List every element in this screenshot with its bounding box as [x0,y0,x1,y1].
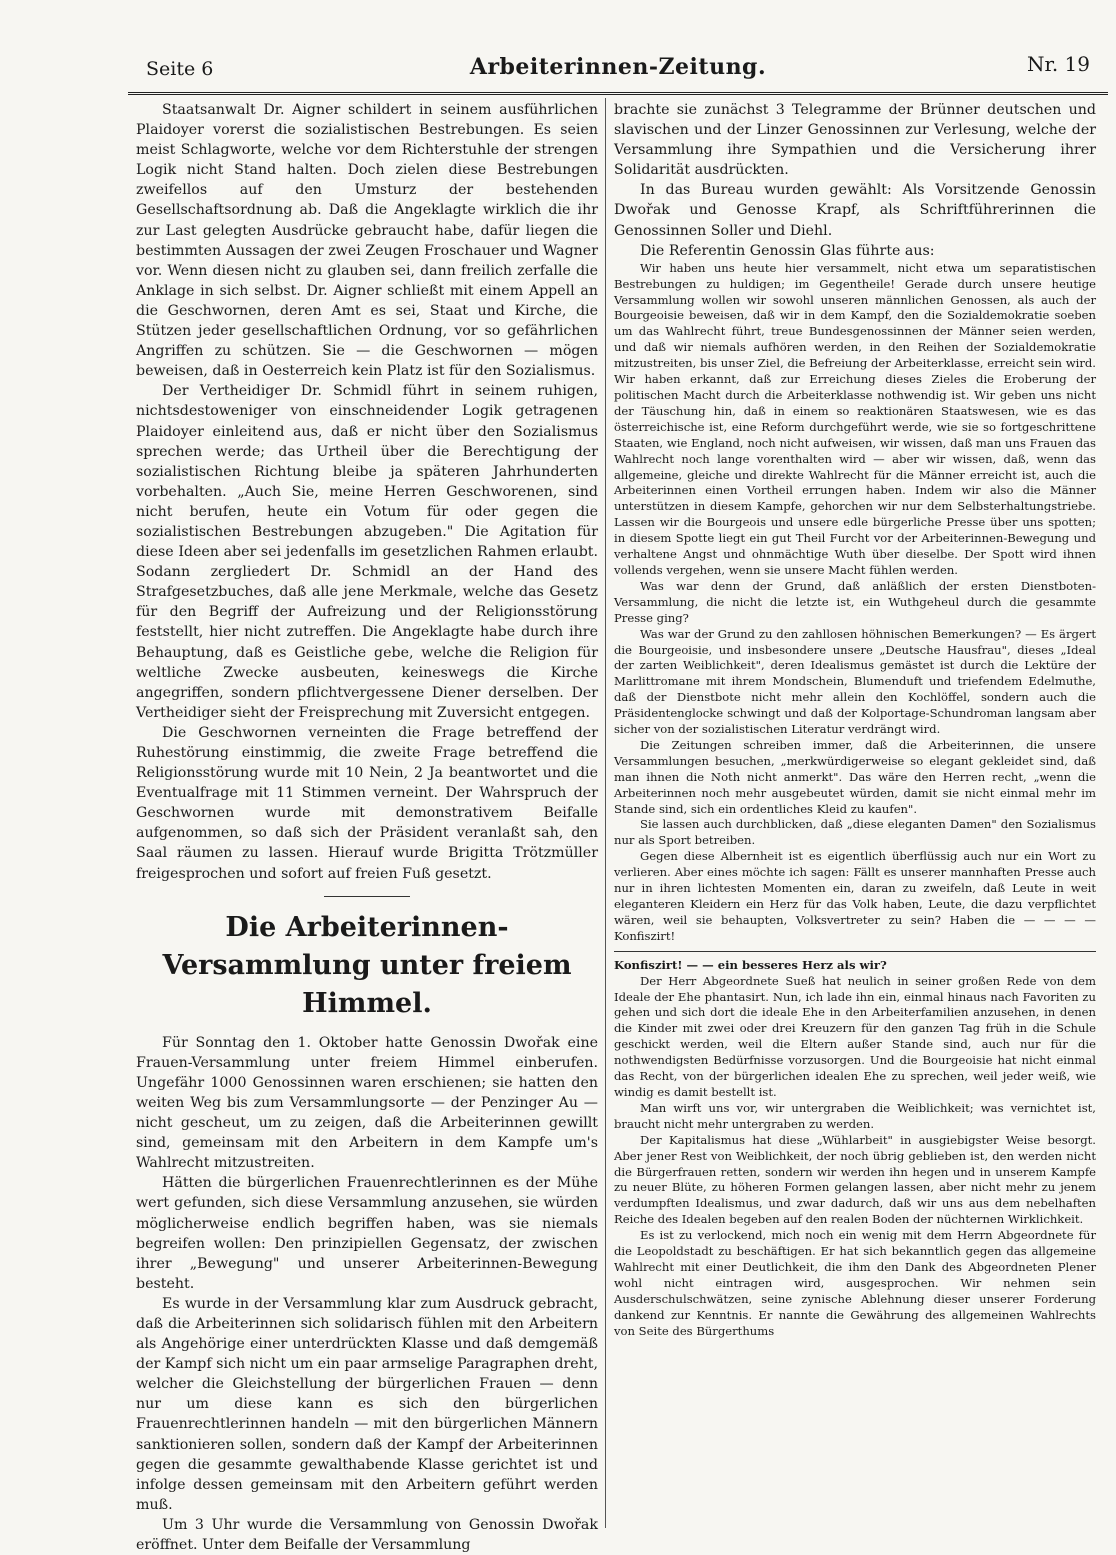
paragraph: Für Sonntag den 1. Oktober hatte Genossin Dwořak eine Frauen-Versammlung unter freiem Himmel einberufen. Ungefähr 1000 Genossinnen waren erschienen; sie hatten den weiten Weg bis zum Versammlungsorte — der Penzinger Au — nicht gescheut, um zu zeigen, daß die Arbeiterinnen gewillt sind, gemeinsam mit den Arbeitern in dem Kampfe um's Wahlrecht mitzustreiten. [136,1034,598,1172]
paragraph: In das Bureau wurden gewählt: Als Vorsitzende Genossin Dwořak und Genosse Krapf, als Schriftführerinnen die Genossinnen Soller und Diehl. [614,182,1096,239]
paragraph: Der Vertheidiger Dr. Schmidl führt in seinem ruhigen, nichtsdestoweniger von einschneidender Logik getragenen Plaidoyer einleitend aus, daß er nicht über den Sozialismus sprechen werde; das Urtheil über die Berechtigung der sozialistischen Richtung bleibe ja späteren Jahrhunderten vorbehalten. „Auch Sie, meine Herren Geschworenen, sind nicht berufen, heute ein Votum für oder gegen die sozialistischen Bestrebungen abzugeben." Die Agitation für diese Ideen aber sei jedenfalls im gesetzlichen Rahmen erlaubt. Sodann zergliedert Dr. Schmidl an der Hand des Strafgesetzbuches, daß alle jene Merkmale, welche das Gesetz für den Begriff der Aufreizung und der Religionsstörung feststellt, hier nicht zutreffen. Die Angeklagte habe durch ihre Behauptung, daß es Geistliche gebe, welche die Religion für weltliche Zwecke ausbeuten, keineswegs die Kirche angegriffen, sondern pflichtvergessene Diener derselben. Der Vertheidiger sieht der Freisprechung mit Zuversicht entgegen. [136,383,598,721]
speech-paragraph: Was war denn der Grund, daß anläßlich der ersten Dienstboten-Versammlung, die nicht die letzte ist, ein Wuthgeheul durch die gesammte Presse ging? [614,578,1096,625]
censorship-rule [614,951,1096,952]
paragraph: Um 3 Uhr wurde die Versammlung von Genossin Dwořak eröffnet. Unter dem Beifalle der Versammlung [136,1516,598,1553]
speech-paragraph: Gegen diese Albernheit ist es eigentlich überflüssig auch nur ein Wort zu verlieren. Aber eines möchte ich sagen: Fällt es unserer mannhaften Presse auch nur in ihren lichtesten Momenten ein, daran zu zweifeln, daß Leute in weit eleganteren Kleidern ein Herz für das Volk haben, Leute, die dazu verpflichtet wären, weil sie behaupten, Volksvertreter zu sein? Haben die — — — — Konfiszirt! [614,849,1096,943]
speech-paragraph: Man wirft uns vor, wir untergraben die Weiblichkeit; was vernichtet ist, braucht nicht mehr untergraben zu werden. [614,1100,1096,1131]
speech-paragraph: Was war der Grund zu den zahllosen höhnischen Bemerkungen? — Es ärgert die Bourgeoisie, und insbesondere unsere „Deutsche Hausfrau", dieses „Ideal der zarten Weiblichkeit", deren Idealismus gemästet ist durch die Lektüre der Marlittromane mit ihrem Mondschein, Blumenduft und triefendem Edelmuthe, daß der Dienstbote nicht mehr allein den Kochlöffel, sondern auch die Präsidentenglocke schwingt und daß der Kolportage-Schundroman langsam aber sicher von der sozialistischen Literatur verdrängt wird. [614,626,1096,737]
paragraph: Die Geschwornen verneinten die Frage betreffend der Ruhestörung einstimmig, die zweite Frage betreffend die Religionsstörung wurde mit 10 Nein, 2 Ja beantwortet und die Eventualfrage mit 11 Stimmen verneint. Der Wahrspruch der Geschwornen wurde mit demonstrativem Beifalle aufgenommen, so daß sich der Präsident veranlaßt sah, den Saal räumen zu lassen. Hierauf wurde Brigitta Trötzmüller freigesprochen und sofort auf freien Fuß gesetzt. [136,724,598,882]
masthead: Arbeiterinnen-Zeitung. [469,54,767,80]
paragraph: Die Referentin Genossin Glas führte aus: [640,242,935,259]
censorship-note: Konfiszirt! — — ein besseres Herz als wir? [614,957,887,972]
column-divider [605,98,606,1528]
speech-paragraph: Der Herr Abgeordnete Sueß hat neulich in seiner großen Rede von dem Ideale der Ehe phantasirt. Nun, ich lade ihn ein, einmal hinaus nach Favoriten zu gehen und sich dort die ideale Ehe in den Arbeiterfamilien anzusehen, in denen die Kinder mit zwei oder drei Kreuzern für den ganzen Tag früh in die Schule geschickt werden, weil die Eltern außer Stande sind, auch nur für die nothwendigsten Bedürfnisse vorzusorgen. Und die Bourgeoisie hat nicht einmal das Recht, von der bürgerlichen idealen Ehe zu sprechen, weil jeder weiß, wie windig es damit bestellt ist. [614,973,1096,1099]
paragraph: brachte sie zunächst 3 Telegramme der Brünner deutschen und slavischen und der Linzer Genossinnen zur Verlesung, welche der Versammlung ihre Sympathien und die Versicherung ihrer Solidarität ausdrückten. [614,102,1096,179]
page-header [128,50,1108,90]
header-rule [128,92,1108,95]
speech-paragraph: Es ist zu verlockend, mich noch ein wenig mit dem Herrn Abgeordnete für die Leopoldstadt zu beschäftigen. Er hat sich bekanntlich gegen das allgemeine Wahlrecht mit einer Deutlichkeit, die ihm den Dank des Abgeordneten Plener wohl nicht eintragen wird, ausgesprochen. Wir nehmen sein Ausderschulschwätzen, seine zynische Ablehnung dieser unserer Forderung dankend zur Kenntnis. Er nannte die Gewährung des allgemeinen Wahlrechts von Seite des Bürgerthums [614,1228,1096,1338]
paragraph: Staatsanwalt Dr. Aigner schildert in seinem ausführlichen Plaidoyer vorerst die sozialistischen Bestrebungen. Es seien meist Schlagworte, welche vor dem Richterstuhle der strengen Logik nicht Stand halten. Doch zielen diese Bestrebungen zweifellos auf den Umsturz der bestehenden Gesellschaftsordnung ab. Daß die Angeklagte wirklich die ihr zur Last gelegten Ausdrücke gebraucht habe, dafür liegen die bestimmten Aussagen der zwei Zeugen Froschauer und Wagner vor. Wenn diesen nicht zu glauben sei, dann freilich zerfalle die Anklage in sich selbst. Dr. Aigner schließt mit einem Appell an die Geschwornen, deren Amt es sei, Staat und Kirche, die Stützen jeder gesellschaftlichen Ordnung, vor so gefährlichen Angriffen zu schützen. Sie — die Geschwornen — mögen beweisen, daß in Oesterreich kein Platz ist für den Sozialismus. [136,102,598,380]
speech-paragraph: Sie lassen auch durchblicken, daß „diese eleganten Damen" den Sozialismus nur als Sport betreiben. [614,817,1096,848]
speech-paragraph: Wir haben uns heute hier versammelt, nicht etwa um separatistischen Bestrebungen zu huldigen; im Gegentheile! Gerade durch unsere heutige Versammlung wollen wir sowohl unseren männlichen Genossen, als auch der Bourgeoisie beweisen, daß wir in dem Kampf, den die Sozialdemokratie soeben um das Wahlrecht führt, treue Bundesgenossinnen der Männer seien werden, und daß wir niemals aufhören werden, in den Reihen der Sozialdemokratie mitzustreiten, bis unser Ziel, die Befreiung der Arbeiterklasse, erreicht sein wird. Wir haben erkannt, daß zur Erreichung dieses Zieles die Eroberung der politischen Macht durch die Arbeiterklasse nothwendig ist. Wir geben uns nicht der Täuschung hin, daß in einem so reaktionären Staatswesen, wie es das österreichische ist, eine Reform durchgeführt werde, wie sie so fortgeschrittene Staaten, wie England, noch nicht aufweisen, wir wissen, daß man uns Frauen das Wahlrecht noch lange vorenthalten wird — aber wir wissen, daß, wenn das allgemeine, gleiche und direkte Wahlrecht für die Männer erreicht ist, auch die Arbeiterinnen einen Vortheil errungen haben. Indem wir also die Männer unterstützen in diesem Kampfe, gehorchen wir nur dem Selbsterhaltungstriebe. Lassen wir die Bourgeois und unsere edle bürgerliche Presse über uns spotten; in diesem Spotte liegt ein gut Theil Furcht vor der Arbeiterinnen-Bewegung und verhaltene Angst und ohnmächtige Wuth über dieselbe. Der Spott wird ihnen vollends vergehen, wenn sie unsere Macht fühlen werden. [614,260,1096,577]
issue-number: Nr. 19 [1026,52,1090,76]
speech-paragraph: Die Zeitungen schreiben immer, daß die Arbeiterinnen, die unsere Versammlungen besuchen, „merkwürdigerweise so elegant gekleidet sind, daß man ihnen die Noth nicht anmerkt". Das wäre den Herren recht, „wenn die Arbeiterinnen noch mehr ausgebeutet würden, damit sie nicht einmal mehr im Stande sind, sich ein ordentliches Kleid zu kaufen". [614,737,1096,816]
page-number: Seite 6 [146,58,214,80]
speech-paragraph: Der Kapitalismus hat diese „Wühlarbeit" in ausgiebigster Weise besorgt. Aber jener Rest von Weiblichkeit, der noch übrig geblieben ist, den werden nicht die Bürgerfrauen retten, sondern wir werden ihn hegen und in unserem Kampfe zu neuer Blüte, zu höheren Formen gelangen lassen, aber nicht mehr zu jenem verdumpften Idealismus, und zwar dadurch, daß wir uns aus dem nebelhaften Reiche des Idealen begeben auf den realen Boden der nüchternen Wirklichkeit. [614,1132,1096,1227]
left-column [136,100,598,1553]
paragraph: Hätten die bürgerlichen Frauenrechtlerinnen es der Mühe wert gefunden, sich diese Versammlung anzusehen, sie würden möglicherweise endlich begriffen haben, was sie niemals begreifen wollen: Den prinzipiellen Gegensatz, der zwischen ihrer „Bewegung" und unserer Arbeiterinnen-Bewegung besteht. [136,1175,598,1292]
article-title: Die Arbeiterinnen-Versammlung unter freiem Himmel. [162,911,572,1019]
paragraph: Es wurde in der Versammlung klar zum Ausdruck gebracht, daß die Arbeiterinnen sich solidarisch fühlen mit den Arbeitern als Angehörige einer unterdrückten Klasse und daß demgemäß der Kampf sich nicht um ein paar armselige Paragraphen dreht, welcher die Gleichstellung der bürgerlichen Frauen — denn nur um diese kann es sich den bürgerlichen Frauenrechtlerinnen handeln — mit den bürgerlichen Männern sanktionieren sollen, sondern daß der Kampf der Arbeiterinnen gegen die gesammte gewalthabende Klasse gerichtet ist und infolge dessen gemeinsam mit den Arbeitern geführt werden muß. [136,1295,598,1513]
right-column [614,100,1096,1532]
section-separator [324,896,410,897]
